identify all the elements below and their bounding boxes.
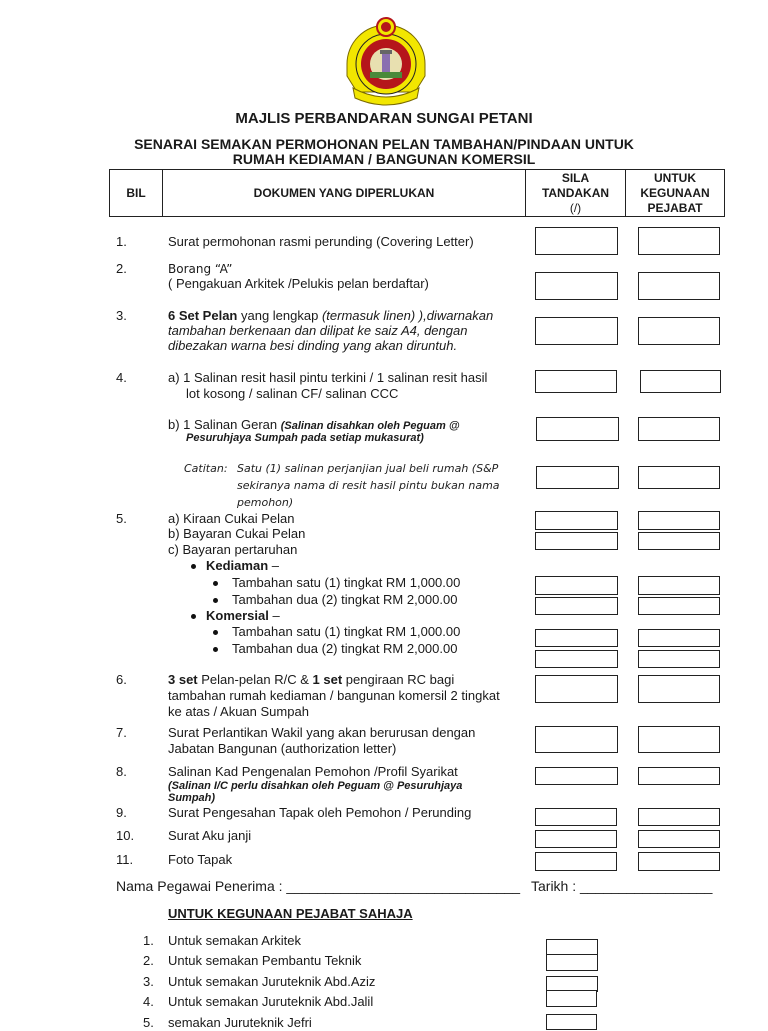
kediaman-option-1: Tambahan satu (1) tingkat RM 1,000.00 xyxy=(213,575,460,591)
item-6-office-checkbox[interactable] xyxy=(638,675,720,703)
office-item-2-checkbox[interactable] xyxy=(546,954,598,971)
date-label: Tarikh : xyxy=(531,878,581,894)
item-9-applicant-checkbox[interactable] xyxy=(535,808,617,826)
item-2-line1: Borang “A” xyxy=(168,262,233,276)
item-9-office-checkbox[interactable] xyxy=(638,808,720,826)
item-8-note2: Sumpah) xyxy=(168,792,216,804)
item-4b-line2: Pesuruhjaya Sumpah pada setiap mukasurat) xyxy=(186,432,424,444)
komersial-1-applicant-checkbox[interactable] xyxy=(535,629,618,647)
bullet-icon xyxy=(213,598,218,603)
item-5b-office-checkbox[interactable] xyxy=(638,532,720,550)
kediaman-option-2: Tambahan dua (2) tingkat RM 2,000.00 xyxy=(213,592,457,608)
item-4b-line1: b) 1 Salinan Geran (Salinan disahkan oleh Peguam @ xyxy=(168,417,460,432)
item-1-number: 1. xyxy=(116,234,127,249)
item-5a: a) Kiraan Cukai Pelan xyxy=(168,511,295,526)
item-8-line1: Salinan Kad Pengenalan Pemohon /Profil Syarikat xyxy=(168,764,458,779)
item-4a-applicant-checkbox[interactable] xyxy=(535,370,617,393)
header-sila-tandakan: SILA TANDAKAN (/) xyxy=(526,170,626,217)
office-item-3-number: 3. xyxy=(143,974,154,989)
item-4a-line1: a) 1 Salinan resit hasil pintu terkini / 1 salinan resit hasil xyxy=(168,370,488,385)
item-8-note1: (Salinan I/C perlu disahkan oleh Peguam @ Pesuruhjaya xyxy=(168,780,463,792)
item-4b-applicant-checkbox[interactable] xyxy=(536,417,619,441)
item-2-line2: ( Pengakuan Arkitek /Pelukis pelan berdaftar) xyxy=(168,276,429,291)
item-11-office-checkbox[interactable] xyxy=(638,852,720,871)
item-6-line1: 3 set Pelan-pelan R/C & 1 set pengiraan RC bagi xyxy=(168,672,455,687)
kediaman-1-applicant-checkbox[interactable] xyxy=(535,576,618,595)
checklist-header-table xyxy=(109,169,725,217)
komersial-1-office-checkbox[interactable] xyxy=(638,629,720,647)
bullet-icon xyxy=(213,581,218,586)
item-7-applicant-checkbox[interactable] xyxy=(535,726,618,753)
catitan-label: Catitan: xyxy=(184,462,228,475)
komersial-2-office-checkbox[interactable] xyxy=(638,650,720,668)
item-4a-line2: lot kosong / salinan CF/ salinan CCC xyxy=(186,386,399,401)
item-2-office-checkbox[interactable] xyxy=(638,272,720,300)
item-1-office-checkbox[interactable] xyxy=(638,227,720,255)
bullet-icon xyxy=(191,614,196,619)
kediaman-1-office-checkbox[interactable] xyxy=(638,576,720,595)
komersial-2-applicant-checkbox[interactable] xyxy=(535,650,618,668)
receiving-officer-input[interactable]: ______________________________ xyxy=(286,878,521,894)
komersial-option-1: Tambahan satu (1) tingkat RM 1,000.00 xyxy=(213,624,460,640)
item-8-applicant-checkbox[interactable] xyxy=(535,767,618,785)
office-item-1-number: 1. xyxy=(143,933,154,948)
item-6-line3: ke atas / Akuan Sumpah xyxy=(168,704,309,719)
receiving-officer-field xyxy=(116,877,520,895)
receiving-officer-label: Nama Pegawai Penerima : xyxy=(116,878,287,894)
item-4a-office-checkbox[interactable] xyxy=(640,370,721,393)
item-7-line2: Jabatan Bangunan (authorization letter) xyxy=(168,741,397,756)
item-4b-office-checkbox[interactable] xyxy=(638,417,720,441)
item-2-number: 2. xyxy=(116,261,127,276)
item-4-number: 4. xyxy=(116,370,127,385)
catitan-applicant-checkbox[interactable] xyxy=(536,466,619,489)
date-input[interactable]: _________________ xyxy=(580,878,713,894)
catitan-office-checkbox[interactable] xyxy=(638,466,720,489)
item-1-text: Surat permohonan rasmi perunding (Covering Letter) xyxy=(168,234,474,249)
office-item-5-checkbox[interactable] xyxy=(546,1014,597,1030)
item-3-office-checkbox[interactable] xyxy=(638,317,720,345)
council-logo xyxy=(341,14,431,106)
office-item-5-text: semakan Juruteknik Jefri xyxy=(168,1015,312,1030)
item-11-number: 11. xyxy=(116,852,134,867)
item-5b: b) Bayaran Cukai Pelan xyxy=(168,526,306,541)
item-3-number: 3. xyxy=(116,308,127,323)
item-2-applicant-checkbox[interactable] xyxy=(535,272,618,300)
item-8-office-checkbox[interactable] xyxy=(638,767,720,785)
office-item-2-number: 2. xyxy=(143,953,154,968)
header-bil: BIL xyxy=(110,170,163,217)
item-10-applicant-checkbox[interactable] xyxy=(535,830,617,848)
header-dokumen: DOKUMEN YANG DIPERLUKAN xyxy=(163,170,526,217)
item-1-applicant-checkbox[interactable] xyxy=(535,227,618,255)
office-use-heading: UNTUK KEGUNAAN PEJABAT SAHAJA xyxy=(168,906,413,921)
kediaman-heading: Kediaman – xyxy=(191,558,279,574)
office-item-1-text: Untuk semakan Arkitek xyxy=(168,933,301,948)
office-item-1-checkbox[interactable] xyxy=(546,939,598,955)
item-7-number: 7. xyxy=(116,725,127,740)
office-item-4-text: Untuk semakan Juruteknik Abd.Jalil xyxy=(168,994,374,1009)
komersial-option-2: Tambahan dua (2) tingkat RM 2,000.00 xyxy=(213,641,457,657)
item-5a-office-checkbox[interactable] xyxy=(638,511,720,530)
kediaman-2-applicant-checkbox[interactable] xyxy=(535,597,618,615)
office-item-4-number: 4. xyxy=(143,994,154,1009)
item-3-line3: dibezakan warna besi dinding yang akan diruntuh. xyxy=(168,338,458,353)
item-10-number: 10. xyxy=(116,828,135,843)
item-3-applicant-checkbox[interactable] xyxy=(535,317,618,345)
item-5c: c) Bayaran pertaruhan xyxy=(168,542,298,557)
item-3-line2: tambahan berkenaan dan dilipat ke saiz A4, dengan xyxy=(168,323,468,338)
item-9-number: 9. xyxy=(116,805,127,820)
office-item-5-number: 5. xyxy=(143,1015,154,1030)
item-5a-applicant-checkbox[interactable] xyxy=(535,511,618,530)
item-11-text: Foto Tapak xyxy=(168,852,233,867)
office-item-4-checkbox[interactable] xyxy=(546,990,597,1007)
header-untuk-kegunaan-pejabat: UNTUK KEGUNAAN PEJABAT xyxy=(626,170,725,217)
item-7-office-checkbox[interactable] xyxy=(638,726,720,753)
office-item-3-text: Untuk semakan Juruteknik Abd.Aziz xyxy=(168,974,376,989)
item-9-text: Surat Pengesahan Tapak oleh Pemohon / Perunding xyxy=(168,805,472,820)
item-6-applicant-checkbox[interactable] xyxy=(535,675,618,703)
kediaman-2-office-checkbox[interactable] xyxy=(638,597,720,615)
item-5b-applicant-checkbox[interactable] xyxy=(535,532,618,550)
komersial-heading: Komersial – xyxy=(191,608,280,624)
item-7-line1: Surat Perlantikan Wakil yang akan berurusan dengan xyxy=(168,725,476,740)
catitan-line1: Satu (1) salinan perjanjian jual beli rumah (S&P xyxy=(237,462,499,475)
catitan-line3: pemohon) xyxy=(237,496,294,509)
organization-name: MAJLIS PERBANDARAN SUNGAI PETANI xyxy=(235,110,533,127)
item-11-applicant-checkbox[interactable] xyxy=(535,852,617,871)
item-6-line2: tambahan rumah kediaman / bangunan komersil 2 tingkat xyxy=(168,688,500,703)
date-field xyxy=(531,877,712,895)
form-title xyxy=(0,137,768,167)
crest-emblem-icon xyxy=(341,14,431,106)
catitan-line2: sekiranya nama di resit hasil pintu bukan nama xyxy=(237,479,500,492)
bullet-icon xyxy=(213,630,218,635)
form-title-line2: RUMAH KEDIAMAN / BANGUNAN KOMERSIL xyxy=(232,151,536,167)
form-title-line1: SENARAI SEMAKAN PERMOHONAN PELAN TAMBAHAN/PINDAAN UNTUK xyxy=(134,136,634,152)
item-10-text: Surat Aku janji xyxy=(168,828,252,843)
office-item-2-text: Untuk semakan Pembantu Teknik xyxy=(168,953,362,968)
item-5-number: 5. xyxy=(116,511,127,526)
item-10-office-checkbox[interactable] xyxy=(638,830,720,848)
item-3-line1: 6 Set Pelan yang lengkap (termasuk linen) ),diwarnakan xyxy=(168,308,494,323)
bullet-icon xyxy=(191,564,196,569)
item-8-number: 8. xyxy=(116,764,127,779)
bullet-icon xyxy=(213,647,218,652)
item-6-number: 6. xyxy=(116,672,127,687)
